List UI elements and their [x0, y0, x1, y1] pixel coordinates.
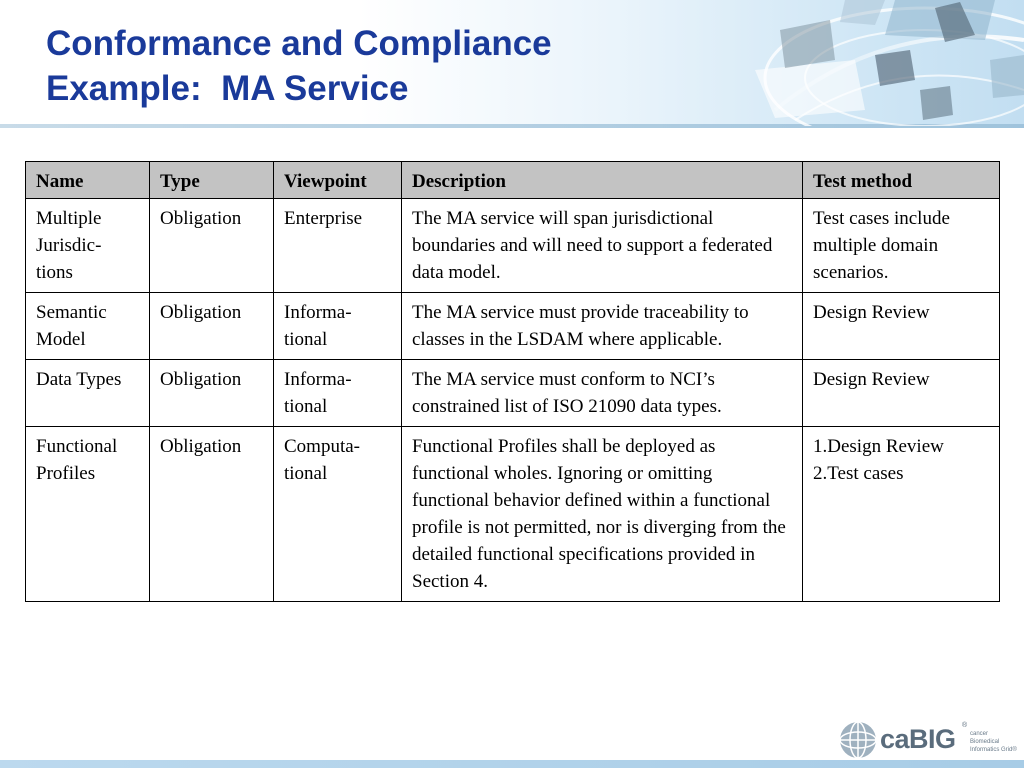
slide-title-line-2: Example: MA Service: [46, 69, 409, 108]
cell-viewpoint: Enterprise: [274, 199, 402, 293]
column-header-type: Type: [150, 162, 274, 199]
table-row: [26, 427, 1000, 602]
cell-type: Obligation: [150, 293, 274, 360]
column-header-viewpoint: Viewpoint: [274, 162, 402, 199]
cell-test-method: 1.Design Review 2.Test cases: [803, 427, 1000, 602]
cell-description: Functional Profiles shall be deployed as functional wholes. Ignoring or omitting functional behavior defined within a functional profile is not permitted, nor is diverging from the detailed functional specifications provided in Section 4.: [402, 427, 803, 602]
cabig-logo: [838, 720, 1018, 762]
table-row: [26, 360, 1000, 427]
cell-name: Semantic Model: [26, 293, 150, 360]
cell-name: Data Types: [26, 360, 150, 427]
column-header-test-method: Test method: [803, 162, 1000, 199]
logo-registered-mark: ®: [962, 722, 968, 729]
cell-name: Multiple Jurisdic- tions: [26, 199, 150, 293]
cell-type: Obligation: [150, 199, 274, 293]
slide-title-line-1: Conformance and Compliance: [46, 24, 552, 63]
globe-icon: [838, 720, 878, 760]
globe-photo-collage-icon: [735, 0, 1024, 126]
cell-description: The MA service will span jurisdictional boundaries and will need to support a federated data model.: [402, 199, 803, 293]
slide-title: [46, 21, 552, 111]
cell-description: The MA service must provide traceability to classes in the LSDAM where applicable.: [402, 293, 803, 360]
table-row: [26, 293, 1000, 360]
table-header-row: [26, 162, 1000, 199]
cell-test-method: Test cases include multiple domain scenarios.: [803, 199, 1000, 293]
column-header-name: Name: [26, 162, 150, 199]
cell-viewpoint: Informa- tional: [274, 293, 402, 360]
cell-description: The MA service must conform to NCI’s constrained list of ISO 21090 data types.: [402, 360, 803, 427]
cell-type: Obligation: [150, 360, 274, 427]
conformance-table: [25, 161, 1000, 602]
logo-wordmark: caBIG: [880, 724, 956, 754]
column-header-description: Description: [402, 162, 803, 199]
logo-tagline: cancer Biomedical Informatics Grid®: [970, 731, 1017, 753]
cell-viewpoint: Computa- tional: [274, 427, 402, 602]
cell-viewpoint: Informa- tional: [274, 360, 402, 427]
table-row: [26, 199, 1000, 293]
cell-test-method: Design Review: [803, 360, 1000, 427]
cell-type: Obligation: [150, 427, 274, 602]
cell-name: Functional Profiles: [26, 427, 150, 602]
cell-test-method: Design Review: [803, 293, 1000, 360]
